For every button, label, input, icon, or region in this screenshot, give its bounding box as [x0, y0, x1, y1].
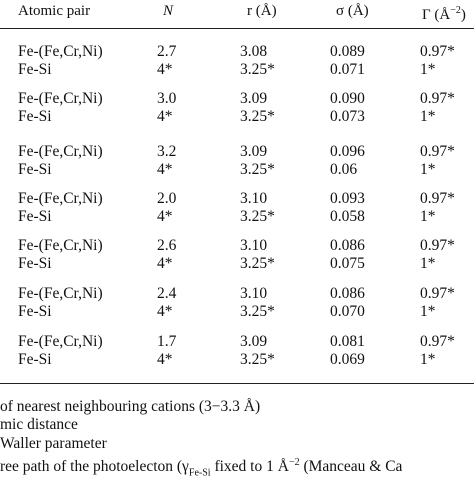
- cell-sigma: 0.070: [330, 303, 365, 320]
- footnote-n: of nearest neighbouring cations (3−3.3 Å): [0, 398, 261, 415]
- footnote-gamma-text-a: ree path of the photoelecton (γ: [0, 458, 189, 476]
- cell-gamma: 1*: [420, 303, 436, 320]
- cell-r: 3.08: [240, 43, 268, 60]
- cell-n: 4*: [157, 303, 173, 320]
- column-header-pair: Atomic pair: [18, 3, 91, 19]
- cell-sigma: 0.058: [330, 208, 365, 225]
- cell-pair: Fe-(Fe,Cr,Ni): [18, 43, 103, 60]
- gamma-header-close: ): [460, 7, 466, 23]
- cell-gamma: 0.97*: [420, 333, 455, 350]
- cell-pair: Fe-Si: [18, 208, 52, 225]
- cell-r: 3.09: [240, 143, 268, 160]
- cell-r: 3.25*: [240, 108, 275, 125]
- cell-n: 4*: [157, 208, 173, 225]
- cell-n: 4*: [157, 161, 173, 178]
- cell-gamma: 1*: [420, 61, 436, 78]
- cell-n: 4*: [157, 61, 173, 78]
- cell-gamma: 0.97*: [420, 237, 455, 254]
- cell-sigma: 0.06: [330, 161, 358, 178]
- cell-pair: Fe-(Fe,Cr,Ni): [18, 143, 103, 160]
- cell-r: 3.25*: [240, 61, 275, 78]
- cell-r: 3.25*: [240, 351, 275, 368]
- cell-pair: Fe-Si: [18, 255, 52, 272]
- cell-r: 3.25*: [240, 255, 275, 272]
- cell-sigma: 0.093: [330, 190, 365, 207]
- footnote-gamma-text-b: fixed to 1 Å: [210, 458, 289, 476]
- cell-sigma: 0.089: [330, 43, 365, 60]
- cell-pair: Fe-(Fe,Cr,Ni): [18, 333, 103, 350]
- cell-sigma: 0.086: [330, 237, 365, 254]
- cell-gamma: 0.97*: [420, 285, 455, 302]
- cell-n: 2.7: [157, 43, 177, 60]
- cell-pair: Fe-Si: [18, 161, 52, 178]
- footnote-gamma: [0, 454, 402, 482]
- cell-n: 2.6: [157, 237, 177, 254]
- cell-n: 3.2: [157, 143, 177, 160]
- cell-sigma: 0.086: [330, 285, 365, 302]
- gamma-header-exponent: −2: [450, 5, 461, 16]
- cell-sigma: 0.071: [330, 61, 365, 78]
- cell-pair: Fe-Si: [18, 303, 52, 320]
- cell-pair: Fe-Si: [18, 351, 52, 368]
- header-rule: [0, 28, 474, 29]
- cell-r: 3.10: [240, 190, 268, 207]
- column-header-sigma: σ (Å): [336, 3, 369, 19]
- cell-r: 3.10: [240, 237, 268, 254]
- cell-pair: Fe-(Fe,Cr,Ni): [18, 190, 103, 207]
- cell-n: 1.7: [157, 333, 177, 350]
- cell-r: 3.25*: [240, 303, 275, 320]
- cell-r: 3.25*: [240, 208, 275, 225]
- cell-n: 4*: [157, 351, 173, 368]
- footnote-gamma-subscript: Fe-Si: [188, 467, 211, 479]
- cell-sigma: 0.081: [330, 333, 365, 350]
- cell-r: 3.09: [240, 90, 268, 107]
- cell-gamma: 0.97*: [420, 43, 455, 60]
- column-header-gamma: [422, 2, 466, 24]
- cell-r: 3.25*: [240, 161, 275, 178]
- cell-n: 4*: [157, 108, 173, 125]
- cell-pair: Fe-(Fe,Cr,Ni): [18, 285, 103, 302]
- cell-pair: Fe-Si: [18, 61, 52, 78]
- column-header-n: N: [163, 3, 174, 19]
- cell-r: 3.10: [240, 285, 268, 302]
- column-header-r: r (Å): [247, 3, 277, 19]
- table-bottom-rule: [0, 383, 474, 384]
- gamma-header-base: Γ (Å: [422, 7, 451, 23]
- cell-gamma: 0.97*: [420, 190, 455, 207]
- cell-gamma: 1*: [420, 208, 436, 225]
- footnote-sigma: Waller parameter: [0, 435, 107, 452]
- cell-pair: Fe-Si: [18, 108, 52, 125]
- footnote-gamma-text-c: (Manceau & Ca: [299, 458, 403, 476]
- cell-sigma: 0.069: [330, 351, 365, 368]
- cell-n: 2.4: [157, 285, 177, 302]
- cell-r: 3.09: [240, 333, 268, 350]
- cell-n: 2.0: [157, 190, 177, 207]
- cell-gamma: 0.97*: [420, 143, 455, 160]
- footnote-r: mic distance: [0, 416, 78, 433]
- cell-n: 3.0: [157, 90, 177, 107]
- cell-gamma: 1*: [420, 255, 436, 272]
- cell-pair: Fe-(Fe,Cr,Ni): [18, 237, 103, 254]
- cell-pair: Fe-(Fe,Cr,Ni): [18, 90, 103, 107]
- cell-gamma: 0.97*: [420, 90, 455, 107]
- cell-sigma: 0.096: [330, 143, 365, 160]
- footnote-gamma-exponent: −2: [288, 457, 300, 468]
- cell-gamma: 1*: [420, 351, 436, 368]
- cell-gamma: 1*: [420, 108, 436, 125]
- cell-sigma: 0.090: [330, 90, 365, 107]
- cell-n: 4*: [157, 255, 173, 272]
- cell-sigma: 0.073: [330, 108, 365, 125]
- cell-gamma: 1*: [420, 161, 436, 178]
- cell-sigma: 0.075: [330, 255, 365, 272]
